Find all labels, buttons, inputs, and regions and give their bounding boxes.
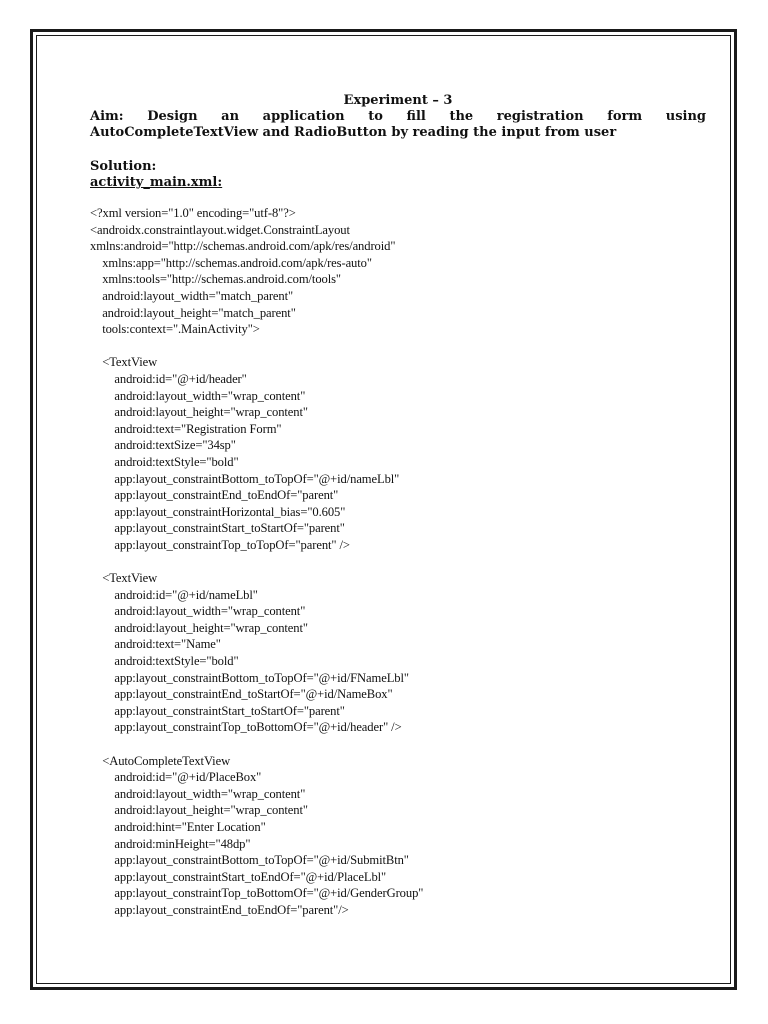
document-body [90,93,706,919]
code-line: app:layout_constraintStart_toEndOf="@+id/PlaceLbl" [90,869,387,884]
code-line: <androidx.constraintlayout.widget.ConstraintLayout [90,222,350,237]
code-line: android:hint="Enter Location" [90,819,266,834]
code-line: android:layout_width="wrap_content" [90,786,306,801]
code-line: app:layout_constraintEnd_toStartOf="@+id/NameBox" [90,687,393,702]
aim-statement: Aim: Design an application to fill the registration form using AutoCompleteTextView and RadioButton by reading the input from user [90,109,706,140]
spacer [90,141,706,159]
code-line: app:layout_constraintStart_toStartOf="parent" [90,521,345,536]
code-line: android:layout_height="wrap_content" [90,620,308,635]
experiment-title: Experiment – 3 [343,93,453,108]
code-line: android:text="Name" [90,637,221,652]
code-line [90,338,706,355]
code-line: app:layout_constraintBottom_toTopOf="@+id/FNameLbl" [90,670,409,685]
code-line: android:id="@+id/nameLbl" [90,587,258,602]
code-line: android:layout_width="match_parent" [90,288,294,303]
solution-label: Solution: [90,159,157,174]
code-line: android:layout_height="wrap_content" [90,803,308,818]
code-line: app:layout_constraintBottom_toTopOf="@+id/nameLbl" [90,471,400,486]
code-line: <AutoCompleteTextView [90,753,231,768]
code-line: android:minHeight="48dp" [90,836,251,851]
code-line: app:layout_constraintTop_toTopOf="parent" /> [90,537,350,552]
code-line: app:layout_constraintTop_toBottomOf="@+id/GenderGroup" [90,886,424,901]
code-line [90,553,706,570]
filename-heading: activity_main.xml: [90,175,223,190]
code-line: android:textStyle="bold" [90,654,239,669]
code-line: android:textStyle="bold" [90,454,239,469]
code-line: android:id="@+id/PlaceBox" [90,770,262,785]
code-line [90,736,706,753]
code-line: android:id="@+id/header" [90,371,247,386]
code-line: android:layout_width="wrap_content" [90,604,306,619]
code-line: android:layout_height="match_parent" [90,305,296,320]
code-line: app:layout_constraintEnd_toEndOf="parent" [90,488,339,503]
code-line: android:layout_height="wrap_content" [90,405,308,420]
code-line: app:layout_constraintHorizontal_bias="0.605" [90,504,346,519]
code-line: xmlns:android="http://schemas.android.com/apk/res/android" [90,239,396,254]
code-line: xmlns:app="http://schemas.android.com/apk/res-auto" [90,255,372,270]
code-line: xmlns:tools="http://schemas.android.com/tools" [90,272,341,287]
code-line: android:textSize="34sp" [90,438,236,453]
code-line: <?xml version="1.0" encoding="utf-8"?> [90,206,296,220]
code-line: app:layout_constraintTop_toBottomOf="@+id/header" /> [90,720,402,735]
code-line: app:layout_constraintStart_toStartOf="parent" [90,703,345,718]
code-line: android:text="Registration Form" [90,421,282,436]
code-line: app:layout_constraintBottom_toTopOf="@+id/SubmitBtn" [90,853,409,868]
code-line: android:layout_width="wrap_content" [90,388,306,403]
code-block [90,205,706,919]
code-line: <TextView [90,355,158,370]
code-line: tools:context=".MainActivity"> [90,322,260,337]
code-line: app:layout_constraintEnd_toEndOf="parent"/> [90,902,349,917]
code-line: <TextView [90,571,158,586]
